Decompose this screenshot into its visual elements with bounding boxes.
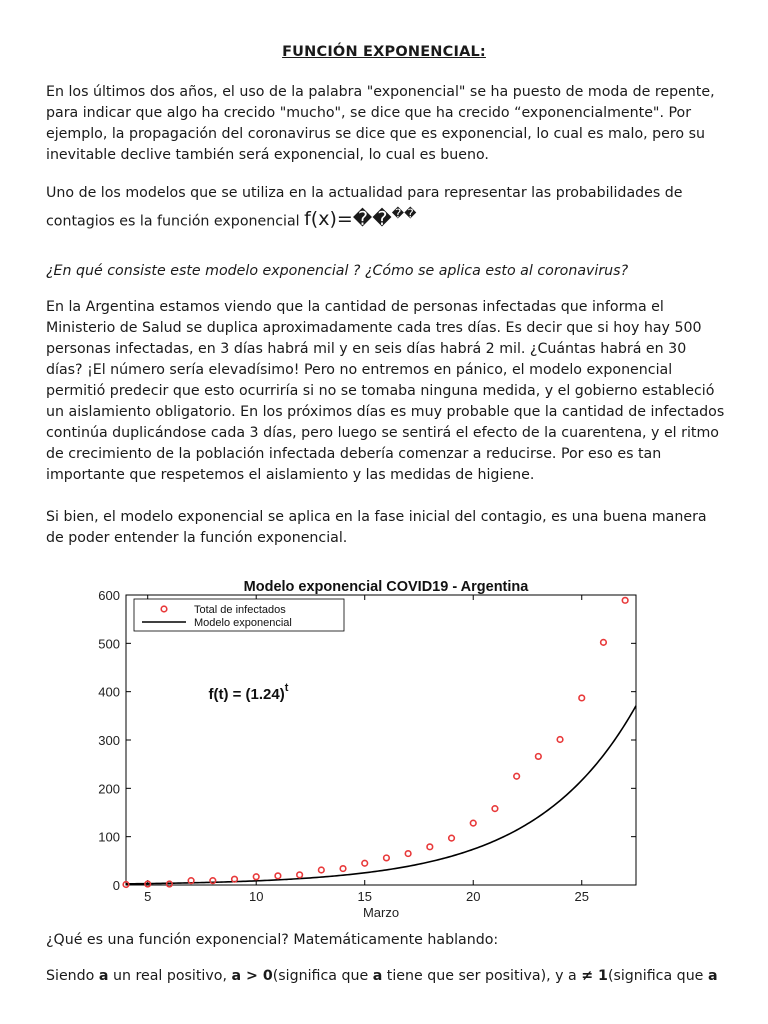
document-title: FUNCIÓN EXPONENCIAL:	[282, 44, 486, 60]
x-tick-label: 15	[357, 889, 372, 904]
definition-text-2: un real positivo,	[108, 968, 232, 984]
x-tick-label: 10	[248, 889, 264, 904]
x-axis-label: Marzo	[362, 905, 400, 920]
definition-paragraph	[46, 966, 726, 987]
y-tick-label: 100	[98, 829, 120, 845]
y-tick-label: 600	[98, 588, 120, 603]
variable-a: a	[98, 968, 109, 984]
variable-a-2: a	[372, 968, 383, 984]
model-equation-base: f(t) = (1.24)	[208, 685, 285, 703]
definition-text-4: tiene que ser positiva), y a	[382, 968, 582, 984]
plot-area	[126, 595, 636, 885]
condition-not-one: ≠ 1	[581, 968, 608, 984]
x-tick-label: 5	[144, 889, 152, 904]
model-paragraph	[46, 183, 726, 232]
formula-exponent: ��	[391, 207, 417, 221]
x-tick-label: 20	[465, 889, 481, 904]
chart-svg	[70, 570, 670, 925]
y-tick-label: 500	[98, 636, 120, 652]
chart-title: Modelo exponencial COVID19 - Argentina	[243, 579, 529, 595]
formula	[304, 208, 416, 230]
y-tick-label: 400	[98, 684, 120, 700]
chart-legend	[134, 599, 344, 631]
definition-text-5: (significa que	[607, 968, 708, 984]
formula-base: f(x)=��	[304, 208, 392, 231]
question-heading: ¿En qué consiste este modelo exponencial ? ¿Cómo se aplica esto al coronavirus?	[46, 263, 629, 279]
y-tick-label: 0	[112, 878, 120, 893]
covid-chart	[70, 570, 670, 925]
summary-paragraph: Si bien, el modelo exponencial se aplica en la fase inicial del contagio, es una buena manera de poder entender la función exponencial.	[46, 509, 707, 546]
argentina-paragraph: En la Argentina estamos viendo que la cantidad de personas infectadas que informa el Ministerio de Salud se duplica aproximadamente cada tres días. Es decir que si hoy hay 500 personas infectadas, en 3 días habrá mil y en seis días habrá 2 mil. ¿Cuántas habrá en 30 días? ¡El número sería elevadísimo! Pero no entremos en pánico, el modelo exponencial permitió predecir que esto ocurriría si no se tomaba ninguna medida, y el gobierno estableció un aislamiento obligatorio. En los próximos días es muy probable que la cantidad de infectados continúa duplicándose cada 3 días, pero luego se sentirá el efecto de la cuarentena, y el ritmo de crecimiento de la población infectada debería comenzar a reducirse. Por eso es tan importante que respetemos el aislamiento y las medidas de higiene.	[46, 299, 725, 483]
variable-a-3: a	[707, 968, 718, 984]
model-equation	[208, 682, 288, 703]
legend-label-model: Modelo exponencial	[194, 617, 292, 629]
model-paragraph-text: Uno de los modelos que se utiliza en la actualidad para representar las probabilidades de contagios es la función exponencial	[46, 185, 683, 230]
definition-question: ¿Qué es una función exponencial? Matemáticamente hablando:	[46, 932, 499, 948]
definition-text-3: (significa que	[272, 968, 373, 984]
model-equation-exponent: t	[284, 681, 289, 694]
condition-positive: a > 0	[231, 968, 273, 984]
y-tick-label: 200	[98, 781, 120, 797]
x-tick-label: 25	[574, 889, 589, 904]
legend-label-points: Total de infectados	[194, 604, 286, 616]
definition-text-1: Siendo	[46, 968, 99, 984]
y-tick-label: 300	[98, 733, 120, 748]
intro-paragraph: En los últimos dos años, el uso de la palabra "exponencial" se ha puesto de moda de repente, para indicar que algo ha crecido "mucho", se dice que ha crecido “exponencialmente". Por ejemplo, la propagación del coronavirus se dice que es exponencial, lo cual es malo, pero su inevitable declive también será exponencial, lo cual es bueno.	[46, 84, 715, 163]
